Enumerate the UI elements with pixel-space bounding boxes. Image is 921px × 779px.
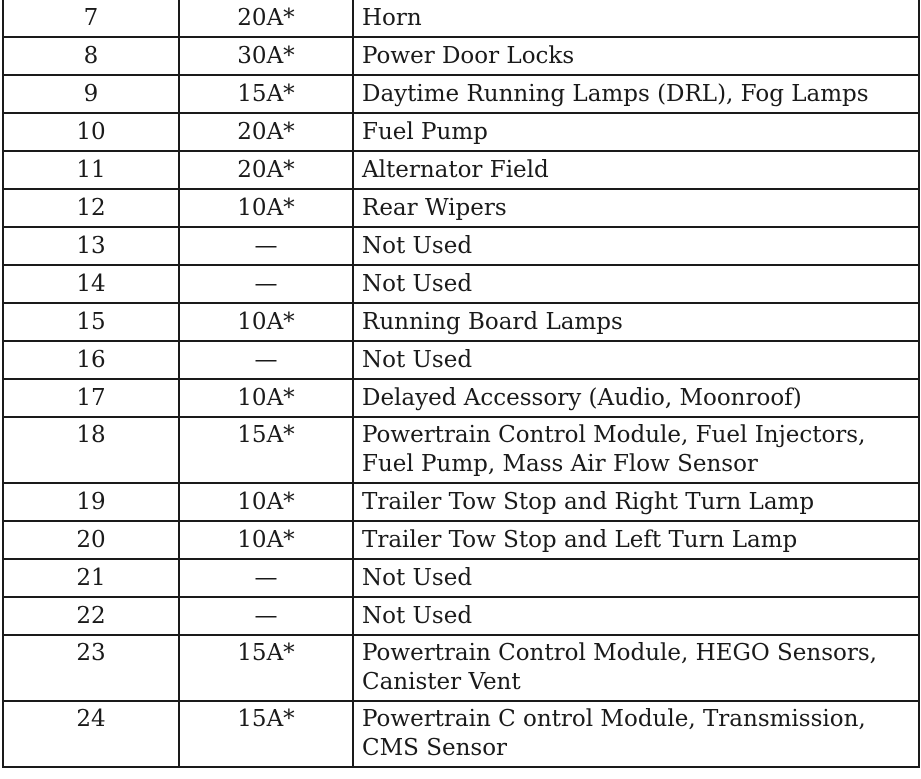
table-row <box>3 559 919 597</box>
fuse-number: 14 <box>76 271 106 297</box>
fuse-number-cell <box>3 151 179 189</box>
protected-component-text <box>362 190 918 222</box>
protected-component-cell <box>353 37 919 75</box>
protected-component-line: Trailer Tow Stop and Left Turn Lamp <box>362 527 798 553</box>
amp-rating-cell <box>179 341 353 379</box>
amp-rating: 10A* <box>237 195 295 221</box>
protected-component-line: Trailer Tow Stop and Right Turn Lamp <box>362 489 815 515</box>
amp-rating: — <box>254 347 278 373</box>
protected-component-line: Not Used <box>362 347 473 373</box>
table-row <box>3 113 919 151</box>
protected-component-line: Fuel Pump <box>362 119 488 145</box>
amp-rating-cell <box>179 265 353 303</box>
table-row <box>3 265 919 303</box>
amp-rating: 15A* <box>237 640 295 666</box>
fuse-number-cell <box>3 521 179 559</box>
fuse-number-cell <box>3 379 179 417</box>
protected-component-cell <box>353 151 919 189</box>
fuse-number: 19 <box>76 489 106 515</box>
amp-rating-cell <box>179 75 353 113</box>
protected-component-text <box>362 702 918 763</box>
amp-rating: 10A* <box>237 489 295 515</box>
fuse-number: 10 <box>76 119 106 145</box>
table-row <box>3 227 919 265</box>
table-row <box>3 521 919 559</box>
fuse-table <box>2 0 920 768</box>
table-row <box>3 0 919 37</box>
amp-rating-cell <box>179 151 353 189</box>
amp-rating: — <box>254 271 278 297</box>
table-row <box>3 417 919 483</box>
fuse-number-cell <box>3 37 179 75</box>
table-row <box>3 303 919 341</box>
fuse-number: 20 <box>76 527 106 553</box>
amp-rating: — <box>254 565 278 591</box>
table-row <box>3 151 919 189</box>
protected-component-line: Not Used <box>362 233 473 259</box>
fuse-number: 9 <box>83 81 99 107</box>
fuse-number: 18 <box>76 422 106 448</box>
fuse-number: 11 <box>76 157 106 183</box>
table-row <box>3 75 919 113</box>
fuse-table-body <box>3 0 919 767</box>
fuse-number-cell <box>3 265 179 303</box>
fuse-number: 16 <box>76 347 106 373</box>
protected-component-cell <box>353 227 919 265</box>
amp-rating-cell <box>179 0 353 37</box>
fuse-number: 8 <box>83 43 99 69</box>
fuse-number-cell <box>3 417 179 483</box>
fuse-number-cell <box>3 635 179 701</box>
fuse-number-cell <box>3 75 179 113</box>
protected-component-line: Powertrain C ontrol Module, Transmission, <box>362 706 866 732</box>
protected-component-text <box>362 266 918 298</box>
protected-component-text <box>362 522 918 554</box>
fuse-number: 15 <box>76 309 106 335</box>
protected-component-line: Delayed Accessory (Audio, Moonroof) <box>362 385 802 411</box>
amp-rating-cell <box>179 303 353 341</box>
amp-rating-cell <box>179 417 353 483</box>
fuse-number: 22 <box>76 603 106 629</box>
protected-component-text <box>362 0 918 32</box>
protected-component-cell <box>353 303 919 341</box>
amp-rating: 15A* <box>237 422 295 448</box>
protected-component-line: Not Used <box>362 603 473 629</box>
protected-component-line: Powertrain Control Module, Fuel Injectors, <box>362 422 866 448</box>
amp-rating: — <box>254 603 278 629</box>
amp-rating: 20A* <box>237 119 295 145</box>
amp-rating-cell <box>179 635 353 701</box>
protected-component-line: Power Door Locks <box>362 43 575 69</box>
protected-component-cell <box>353 113 919 151</box>
protected-component-text <box>362 484 918 516</box>
amp-rating-cell <box>179 189 353 227</box>
amp-rating-cell <box>179 227 353 265</box>
table-row <box>3 701 919 767</box>
table-row <box>3 37 919 75</box>
fuse-number: 12 <box>76 195 106 221</box>
table-row <box>3 483 919 521</box>
fuse-number-cell <box>3 483 179 521</box>
amp-rating-cell <box>179 597 353 635</box>
protected-component-text <box>362 38 918 70</box>
protected-component-text <box>362 560 918 592</box>
protected-component-line: Not Used <box>362 271 473 297</box>
table-row <box>3 189 919 227</box>
fuse-number: 7 <box>83 5 99 31</box>
protected-component-text <box>362 598 918 630</box>
table-row <box>3 635 919 701</box>
amp-rating-cell <box>179 37 353 75</box>
fuse-number: 17 <box>76 385 106 411</box>
fuse-number-cell <box>3 597 179 635</box>
protected-component-cell <box>353 265 919 303</box>
protected-component-line: Running Board Lamps <box>362 309 623 335</box>
protected-component-text <box>362 304 918 336</box>
amp-rating-cell <box>179 701 353 767</box>
protected-component-line: CMS Sensor <box>362 735 508 761</box>
protected-component-cell <box>353 0 919 37</box>
fuse-number: 23 <box>76 640 106 666</box>
fuse-number-cell <box>3 227 179 265</box>
protected-component-text <box>362 342 918 374</box>
protected-component-cell <box>353 75 919 113</box>
protected-component-text <box>362 228 918 260</box>
amp-rating-cell <box>179 521 353 559</box>
protected-component-line: Canister Vent <box>362 669 521 695</box>
fuse-number-cell <box>3 189 179 227</box>
protected-component-line: Daytime Running Lamps (DRL), Fog Lamps <box>362 81 869 107</box>
table-row <box>3 597 919 635</box>
fuse-number-cell <box>3 559 179 597</box>
amp-rating-cell <box>179 559 353 597</box>
protected-component-text <box>362 114 918 146</box>
fuse-number-cell <box>3 303 179 341</box>
amp-rating: 20A* <box>237 157 295 183</box>
protected-component-text <box>362 380 918 412</box>
amp-rating: — <box>254 233 278 259</box>
protected-component-line: Powertrain Control Module, HEGO Sensors, <box>362 640 877 666</box>
fuse-number: 13 <box>76 233 106 259</box>
protected-component-line: Not Used <box>362 565 473 591</box>
protected-component-cell <box>353 521 919 559</box>
protected-component-cell <box>353 483 919 521</box>
amp-rating: 30A* <box>237 43 295 69</box>
protected-component-cell <box>353 559 919 597</box>
amp-rating: 20A* <box>237 5 295 31</box>
table-row <box>3 341 919 379</box>
fuse-number-cell <box>3 341 179 379</box>
protected-component-cell <box>353 341 919 379</box>
fuse-number-cell <box>3 701 179 767</box>
amp-rating-cell <box>179 379 353 417</box>
amp-rating: 15A* <box>237 81 295 107</box>
fuse-number: 24 <box>76 706 106 732</box>
fuse-number: 21 <box>76 565 106 591</box>
fuse-number-cell <box>3 113 179 151</box>
amp-rating: 10A* <box>237 385 295 411</box>
protected-component-cell <box>353 189 919 227</box>
protected-component-line: Horn <box>362 5 422 31</box>
protected-component-cell <box>353 701 919 767</box>
protected-component-cell <box>353 635 919 701</box>
protected-component-text <box>362 152 918 184</box>
amp-rating: 10A* <box>237 309 295 335</box>
amp-rating-cell <box>179 483 353 521</box>
fuse-number-cell <box>3 0 179 37</box>
table-row <box>3 379 919 417</box>
protected-component-line: Alternator Field <box>362 157 549 183</box>
protected-component-line: Rear Wipers <box>362 195 507 221</box>
protected-component-text <box>362 418 918 479</box>
protected-component-cell <box>353 379 919 417</box>
protected-component-text <box>362 636 918 697</box>
amp-rating: 10A* <box>237 527 295 553</box>
protected-component-line: Fuel Pump, Mass Air Flow Sensor <box>362 451 758 477</box>
protected-component-cell <box>353 597 919 635</box>
protected-component-text <box>362 76 918 108</box>
amp-rating: 15A* <box>237 706 295 732</box>
amp-rating-cell <box>179 113 353 151</box>
protected-component-cell <box>353 417 919 483</box>
